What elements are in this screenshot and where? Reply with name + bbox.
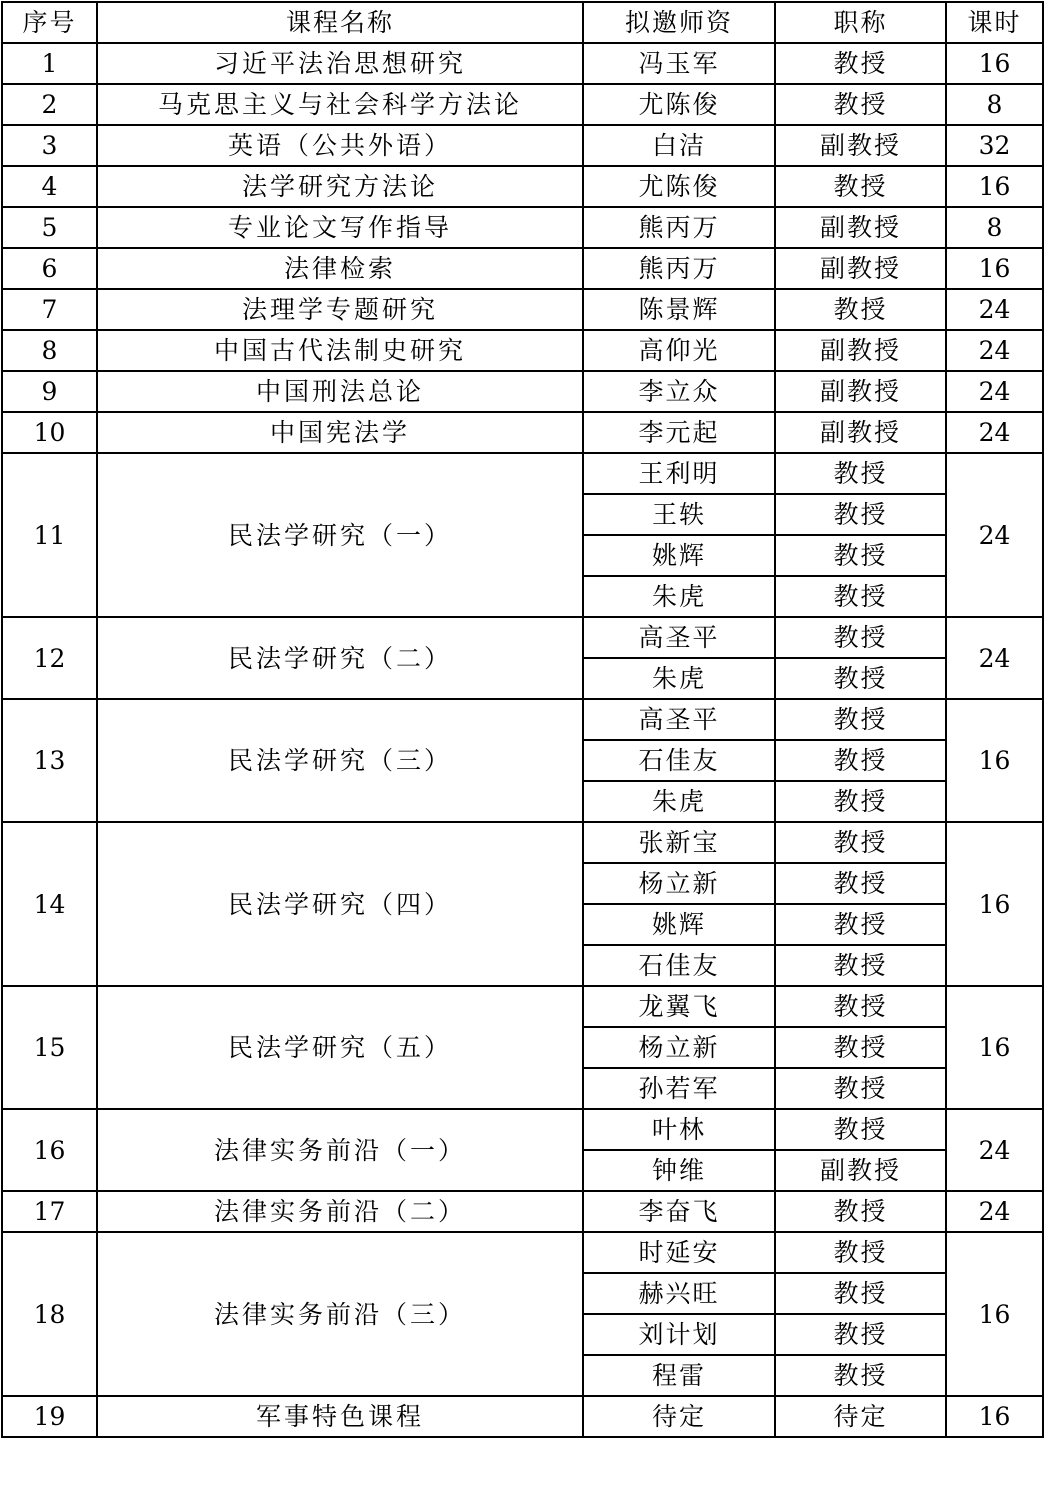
teacher-title: 教授 bbox=[775, 453, 946, 494]
teacher-name: 高圣平 bbox=[583, 699, 775, 740]
teacher-name: 程雷 bbox=[583, 1355, 775, 1396]
teacher-name: 叶林 bbox=[583, 1109, 775, 1150]
header-hours: 课时 bbox=[946, 2, 1043, 43]
course-no: 13 bbox=[2, 699, 97, 822]
teacher-title: 副教授 bbox=[775, 412, 946, 453]
course-no: 8 bbox=[2, 330, 97, 371]
header-course: 课程名称 bbox=[97, 2, 583, 43]
course-hours: 16 bbox=[946, 166, 1043, 207]
teacher-title: 副教授 bbox=[775, 125, 946, 166]
table-row bbox=[2, 125, 1043, 166]
teacher-title: 教授 bbox=[775, 1191, 946, 1232]
course-hours: 8 bbox=[946, 84, 1043, 125]
teacher-name: 赫兴旺 bbox=[583, 1273, 775, 1314]
course-name: 民法学研究（一） bbox=[97, 453, 583, 617]
course-name: 民法学研究（三） bbox=[97, 699, 583, 822]
course-hours: 24 bbox=[946, 1191, 1043, 1232]
teacher-name: 张新宝 bbox=[583, 822, 775, 863]
course-name: 法律检索 bbox=[97, 248, 583, 289]
teacher-name: 高仰光 bbox=[583, 330, 775, 371]
teacher-name: 姚辉 bbox=[583, 904, 775, 945]
table-row bbox=[2, 207, 1043, 248]
course-name: 法理学专题研究 bbox=[97, 289, 583, 330]
course-hours: 32 bbox=[946, 125, 1043, 166]
course-table-body bbox=[2, 2, 1043, 1437]
course-hours: 16 bbox=[946, 1232, 1043, 1396]
course-no: 14 bbox=[2, 822, 97, 986]
course-name: 法学研究方法论 bbox=[97, 166, 583, 207]
course-hours: 24 bbox=[946, 453, 1043, 617]
teacher-name: 王轶 bbox=[583, 494, 775, 535]
teacher-name: 李立众 bbox=[583, 371, 775, 412]
course-hours: 16 bbox=[946, 1396, 1043, 1437]
header-no: 序号 bbox=[2, 2, 97, 43]
teacher-name: 朱虎 bbox=[583, 576, 775, 617]
teacher-name: 杨立新 bbox=[583, 1027, 775, 1068]
teacher-title: 教授 bbox=[775, 494, 946, 535]
teacher-name: 朱虎 bbox=[583, 658, 775, 699]
teacher-name: 尤陈俊 bbox=[583, 84, 775, 125]
teacher-name: 冯玉军 bbox=[583, 43, 775, 84]
course-name: 中国刑法总论 bbox=[97, 371, 583, 412]
header-teacher: 拟邀师资 bbox=[583, 2, 775, 43]
teacher-title: 教授 bbox=[775, 43, 946, 84]
table-row bbox=[2, 371, 1043, 412]
course-name: 习近平法治思想研究 bbox=[97, 43, 583, 84]
teacher-title: 教授 bbox=[775, 1109, 946, 1150]
course-no: 9 bbox=[2, 371, 97, 412]
table-row bbox=[2, 1109, 1043, 1150]
table-row bbox=[2, 986, 1043, 1027]
course-name: 法律实务前沿（二） bbox=[97, 1191, 583, 1232]
teacher-title: 教授 bbox=[775, 904, 946, 945]
teacher-name: 尤陈俊 bbox=[583, 166, 775, 207]
table-row bbox=[2, 617, 1043, 658]
teacher-title: 副教授 bbox=[775, 330, 946, 371]
course-hours: 24 bbox=[946, 412, 1043, 453]
course-no: 7 bbox=[2, 289, 97, 330]
course-no: 5 bbox=[2, 207, 97, 248]
course-hours: 8 bbox=[946, 207, 1043, 248]
teacher-name: 孙若军 bbox=[583, 1068, 775, 1109]
table-row bbox=[2, 1396, 1043, 1437]
table-row bbox=[2, 453, 1043, 494]
teacher-name: 时延安 bbox=[583, 1232, 775, 1273]
table-row bbox=[2, 1191, 1043, 1232]
teacher-name: 朱虎 bbox=[583, 781, 775, 822]
teacher-title: 副教授 bbox=[775, 1150, 946, 1191]
course-no: 12 bbox=[2, 617, 97, 699]
course-hours: 24 bbox=[946, 371, 1043, 412]
teacher-name: 陈景辉 bbox=[583, 289, 775, 330]
teacher-name: 钟维 bbox=[583, 1150, 775, 1191]
teacher-title: 教授 bbox=[775, 1068, 946, 1109]
teacher-title: 教授 bbox=[775, 699, 946, 740]
teacher-title: 教授 bbox=[775, 822, 946, 863]
teacher-name: 王利明 bbox=[583, 453, 775, 494]
teacher-title: 教授 bbox=[775, 781, 946, 822]
table-row bbox=[2, 84, 1043, 125]
teacher-title: 教授 bbox=[775, 986, 946, 1027]
teacher-title: 教授 bbox=[775, 84, 946, 125]
teacher-title: 教授 bbox=[775, 535, 946, 576]
course-hours: 16 bbox=[946, 43, 1043, 84]
teacher-title: 教授 bbox=[775, 1273, 946, 1314]
course-name: 中国宪法学 bbox=[97, 412, 583, 453]
course-name: 民法学研究（四） bbox=[97, 822, 583, 986]
table-row bbox=[2, 699, 1043, 740]
teacher-title: 副教授 bbox=[775, 248, 946, 289]
teacher-title: 待定 bbox=[775, 1396, 946, 1437]
teacher-name: 熊丙万 bbox=[583, 207, 775, 248]
course-no: 15 bbox=[2, 986, 97, 1109]
teacher-name: 姚辉 bbox=[583, 535, 775, 576]
course-no: 2 bbox=[2, 84, 97, 125]
teacher-title: 教授 bbox=[775, 1027, 946, 1068]
course-name: 专业论文写作指导 bbox=[97, 207, 583, 248]
teacher-title: 教授 bbox=[775, 166, 946, 207]
course-no: 18 bbox=[2, 1232, 97, 1396]
teacher-title: 副教授 bbox=[775, 207, 946, 248]
teacher-name: 待定 bbox=[583, 1396, 775, 1437]
course-hours: 16 bbox=[946, 248, 1043, 289]
course-hours: 24 bbox=[946, 330, 1043, 371]
course-hours: 16 bbox=[946, 986, 1043, 1109]
table-row bbox=[2, 412, 1043, 453]
course-hours: 16 bbox=[946, 822, 1043, 986]
course-name: 中国古代法制史研究 bbox=[97, 330, 583, 371]
course-name: 军事特色课程 bbox=[97, 1396, 583, 1437]
teacher-title: 教授 bbox=[775, 1314, 946, 1355]
course-hours: 16 bbox=[946, 699, 1043, 822]
table-row bbox=[2, 248, 1043, 289]
teacher-title: 教授 bbox=[775, 945, 946, 986]
course-name: 法律实务前沿（三） bbox=[97, 1232, 583, 1396]
table-row bbox=[2, 166, 1043, 207]
teacher-name: 龙翼飞 bbox=[583, 986, 775, 1027]
course-no: 11 bbox=[2, 453, 97, 617]
course-name: 马克思主义与社会科学方法论 bbox=[97, 84, 583, 125]
teacher-name: 李奋飞 bbox=[583, 1191, 775, 1232]
teacher-title: 教授 bbox=[775, 1232, 946, 1273]
header-row bbox=[2, 2, 1043, 43]
course-name: 民法学研究（二） bbox=[97, 617, 583, 699]
teacher-name: 高圣平 bbox=[583, 617, 775, 658]
table-row bbox=[2, 822, 1043, 863]
course-no: 6 bbox=[2, 248, 97, 289]
teacher-name: 李元起 bbox=[583, 412, 775, 453]
course-name: 法律实务前沿（一） bbox=[97, 1109, 583, 1191]
teacher-name: 石佳友 bbox=[583, 740, 775, 781]
course-table bbox=[1, 1, 1044, 1438]
table-row bbox=[2, 43, 1043, 84]
course-hours: 24 bbox=[946, 1109, 1043, 1191]
table-row bbox=[2, 289, 1043, 330]
teacher-title: 教授 bbox=[775, 863, 946, 904]
teacher-name: 杨立新 bbox=[583, 863, 775, 904]
course-no: 16 bbox=[2, 1109, 97, 1191]
table-row bbox=[2, 1232, 1043, 1273]
teacher-title: 教授 bbox=[775, 576, 946, 617]
course-no: 3 bbox=[2, 125, 97, 166]
teacher-title: 教授 bbox=[775, 740, 946, 781]
teacher-title: 教授 bbox=[775, 658, 946, 699]
course-hours: 24 bbox=[946, 617, 1043, 699]
course-name: 民法学研究（五） bbox=[97, 986, 583, 1109]
course-no: 1 bbox=[2, 43, 97, 84]
header-title: 职称 bbox=[775, 2, 946, 43]
teacher-name: 白洁 bbox=[583, 125, 775, 166]
course-no: 10 bbox=[2, 412, 97, 453]
course-hours: 24 bbox=[946, 289, 1043, 330]
teacher-title: 副教授 bbox=[775, 371, 946, 412]
course-no: 19 bbox=[2, 1396, 97, 1437]
teacher-name: 石佳友 bbox=[583, 945, 775, 986]
teacher-title: 教授 bbox=[775, 617, 946, 658]
table-row bbox=[2, 330, 1043, 371]
teacher-title: 教授 bbox=[775, 289, 946, 330]
teacher-name: 刘计划 bbox=[583, 1314, 775, 1355]
course-name: 英语（公共外语） bbox=[97, 125, 583, 166]
teacher-name: 熊丙万 bbox=[583, 248, 775, 289]
teacher-title: 教授 bbox=[775, 1355, 946, 1396]
course-no: 4 bbox=[2, 166, 97, 207]
course-no: 17 bbox=[2, 1191, 97, 1232]
